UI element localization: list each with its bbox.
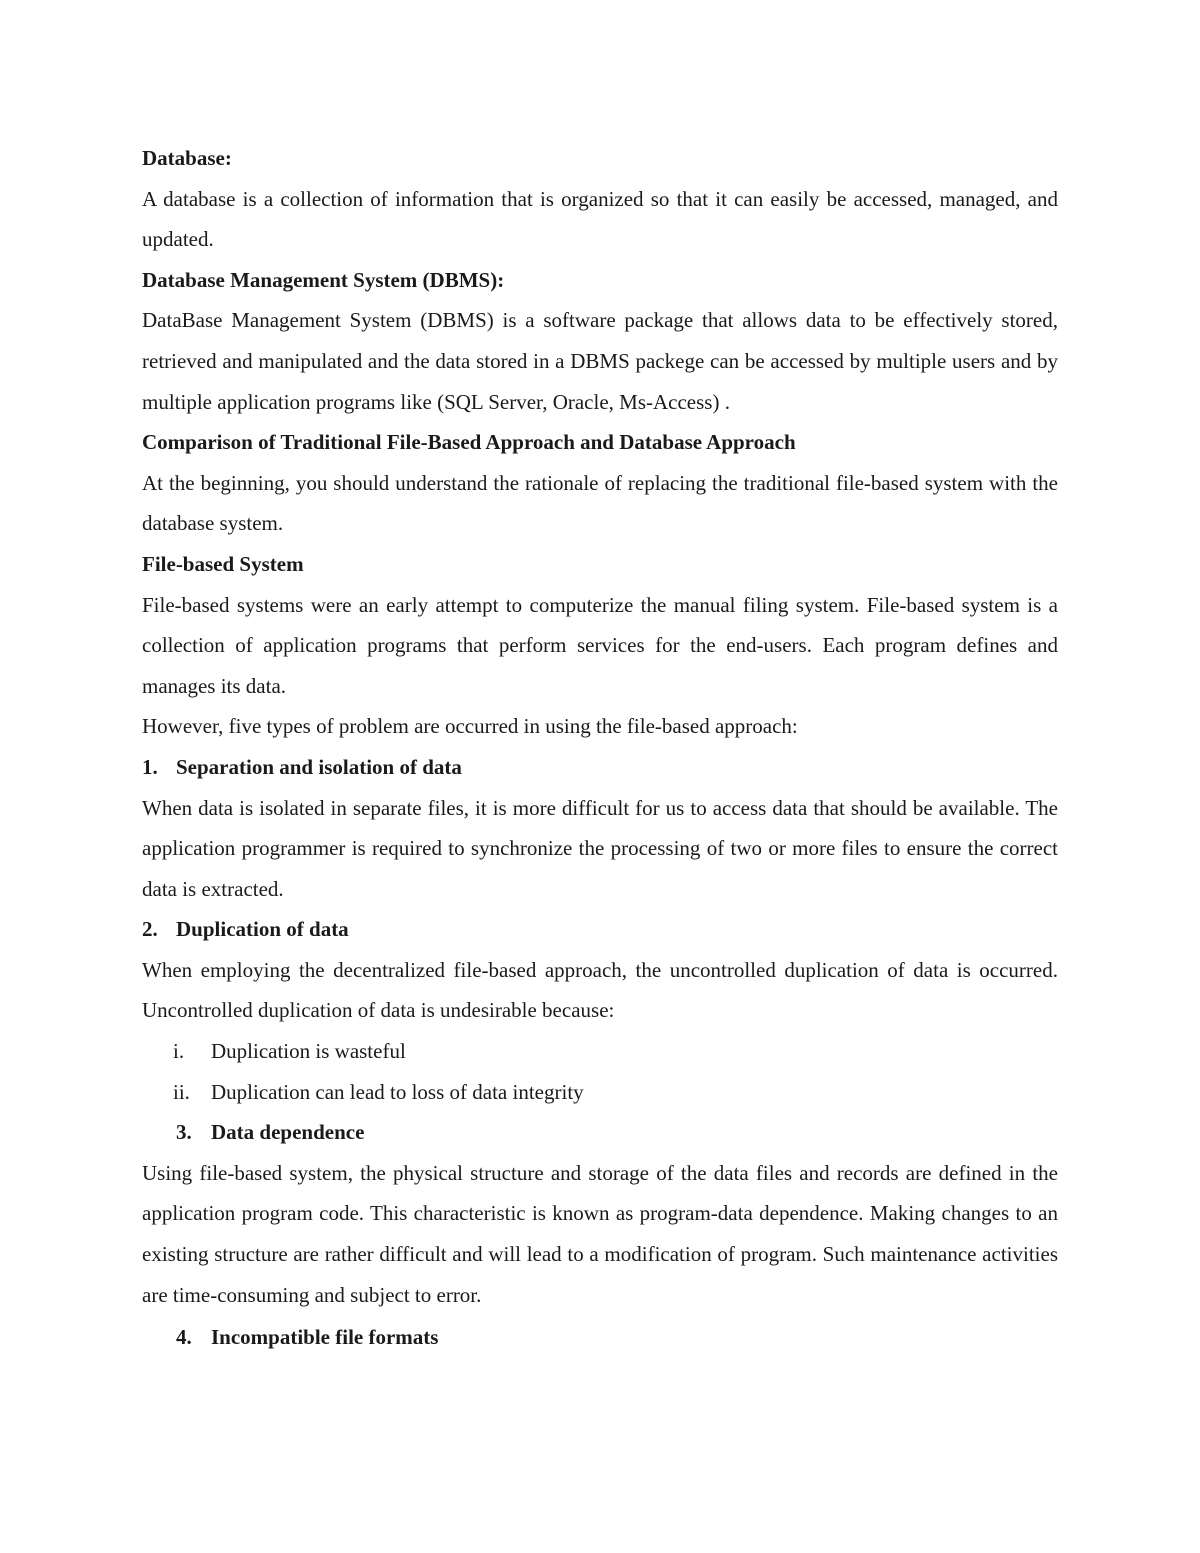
list-item-text: Duplication can lead to loss of data integrity bbox=[211, 1079, 584, 1104]
problem-3-text: Using file-based system, the physical structure and storage of the data files and records are defined in the application program code. This characteristic is known as program-data dependence. Making changes to an existing structure are rather difficult and will lead to a modification of program. Such maintenance activities are time-consuming and subject to error. bbox=[142, 1160, 1058, 1307]
document-page bbox=[142, 138, 1058, 1358]
problem-1-heading bbox=[142, 747, 1058, 788]
problems-intro: However, five types of problem are occurred in using the file-based approach: bbox=[142, 714, 798, 739]
file-based-heading: File-based System bbox=[142, 551, 304, 576]
roman-numeral: i. bbox=[173, 1039, 185, 1064]
dbms-heading: Database Management System (DBMS): bbox=[142, 267, 505, 292]
dbms-definition: DataBase Management System (DBMS) is a software package that allows data to be effectively stored, retrieved and manipulated and the data stored in a DBMS packege can be accessed by multiple users and by multiple application programs like (SQL Server, Oracle, Ms-Access) . bbox=[142, 308, 1058, 414]
problem-2-text: When employing the decentralized file-based approach, the uncontrolled duplication of data is occurred. Uncontrolled duplication of data is undesirable because: bbox=[142, 957, 1058, 1023]
problem-1-title: Separation and isolation of data bbox=[176, 754, 462, 779]
roman-numeral: ii. bbox=[173, 1079, 190, 1104]
comparison-text: At the beginning, you should understand the rationale of replacing the traditional file-based system with the database system. bbox=[142, 470, 1058, 536]
file-based-text: File-based systems were an early attempt to computerize the manual filing system. File-based system is a collection of application programs that perform services for the end-users. Each program defines and manages its data. bbox=[142, 592, 1058, 698]
problem-2-heading bbox=[142, 909, 1058, 950]
list-item bbox=[142, 1072, 1058, 1113]
problem-3-number: 3. bbox=[176, 1120, 192, 1145]
database-definition: A database is a collection of information that is organized so that it can easily be accessed, managed, and updated. bbox=[142, 186, 1058, 252]
problem-3-heading bbox=[142, 1112, 1058, 1153]
problem-4-number: 4. bbox=[176, 1325, 192, 1350]
problem-4-title: Incompatible file formats bbox=[211, 1325, 439, 1350]
database-heading: Database: bbox=[142, 146, 232, 170]
comparison-heading: Comparison of Traditional File-Based Approach and Database Approach bbox=[142, 430, 796, 455]
problem-2-number: 2. bbox=[142, 917, 158, 942]
problem-1-number: 1. bbox=[142, 754, 158, 779]
problem-2-title: Duplication of data bbox=[176, 917, 349, 942]
problem-3-title: Data dependence bbox=[211, 1120, 365, 1145]
problem-4-heading bbox=[142, 1317, 1058, 1358]
list-item-text: Duplication is wasteful bbox=[211, 1039, 406, 1064]
list-item bbox=[142, 1031, 1058, 1072]
problem-1-text: When data is isolated in separate files, it is more difficult for us to access data that should be available. The application programmer is required to synchronize the processing of two or more files to ensure the correct data is extracted. bbox=[142, 795, 1058, 901]
